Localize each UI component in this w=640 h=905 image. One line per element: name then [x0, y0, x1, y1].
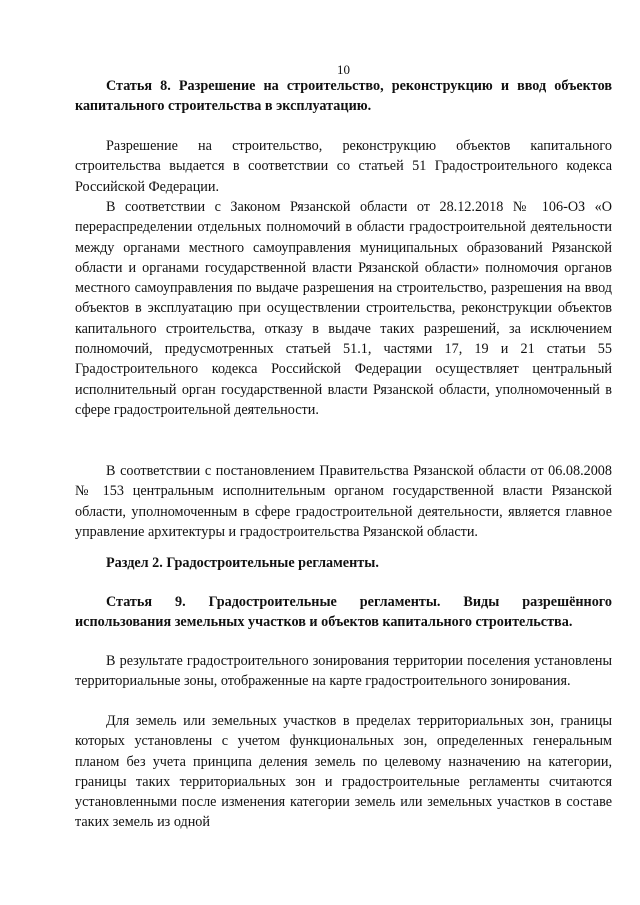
article-9-heading: Статья 9. Градостроительные регламенты. Виды разрешённого использования земельных участков и объектов капитального строительства. [75, 594, 612, 630]
article-8-paragraph-3: В соответствии с постановлением Правительства Рязанской области от 06.08.2008 № 153 центральным исполнительным органом государственной власти Рязанской области, уполномоченным в сфере градостроительной деятельности, является главное управление архитектуры и градостроительства Рязанской области. [75, 463, 612, 540]
article-8-paragraph-2: В соответствии с Законом Рязанской области от 28.12.2018 № 106-ОЗ «О перераспределении отдельных полномочий в области градостроительной деятельности между органами местного самоуправления муниципальных образований Рязанской области и органами государственной власти Рязанской области» полномочия органов местного самоуправления по выдаче разрешения на строительство, разрешения на ввод объектов в эксплуатацию при осуществлении строительства, реконструкции объектов капитального строительства, отказу в выдаче таких разрешений, за исключением полномочий, предусмотренных статьей 51.1, частями 17, 19 и 21 статьи 55 Градостроительного кодекса Российской Федерации осуществляет центральный исполнительный орган государственной власти Рязанской области, уполномоченный в сфере градостроительной деятельности. [75, 199, 612, 418]
page-number: 10 [337, 62, 350, 77]
article-8-heading: Статья 8. Разрешение на строительство, реконструкцию и ввод объектов капитального строительства в эксплуатацию. [75, 78, 612, 114]
article-8-paragraph-1: Разрешение на строительство, реконструкцию объектов капитального строительства выдается в соответствии со статьей 51 Градостроительного кодекса Российской Федерации. [75, 138, 612, 195]
article-9-paragraph-1: В результате градостроительного зонирования территории поселения установлены территориальные зоны, отображенные на карте градостроительного зонирования. [75, 653, 612, 690]
section-2-heading: Раздел 2. Градостроительные регламенты. [106, 555, 379, 571]
article-9-paragraph-2: Для земель или земельных участков в пределах территориальных зон, границы которых установлены с учетом функциональных зон, определенных генеральным планом без учета принципа деления земель по целевому назначению на категории, границы таких территориальных зон и градостроительные регламенты считаются установленными после изменения категории земель или земельных участков в составе таких земель из одной [75, 713, 612, 831]
